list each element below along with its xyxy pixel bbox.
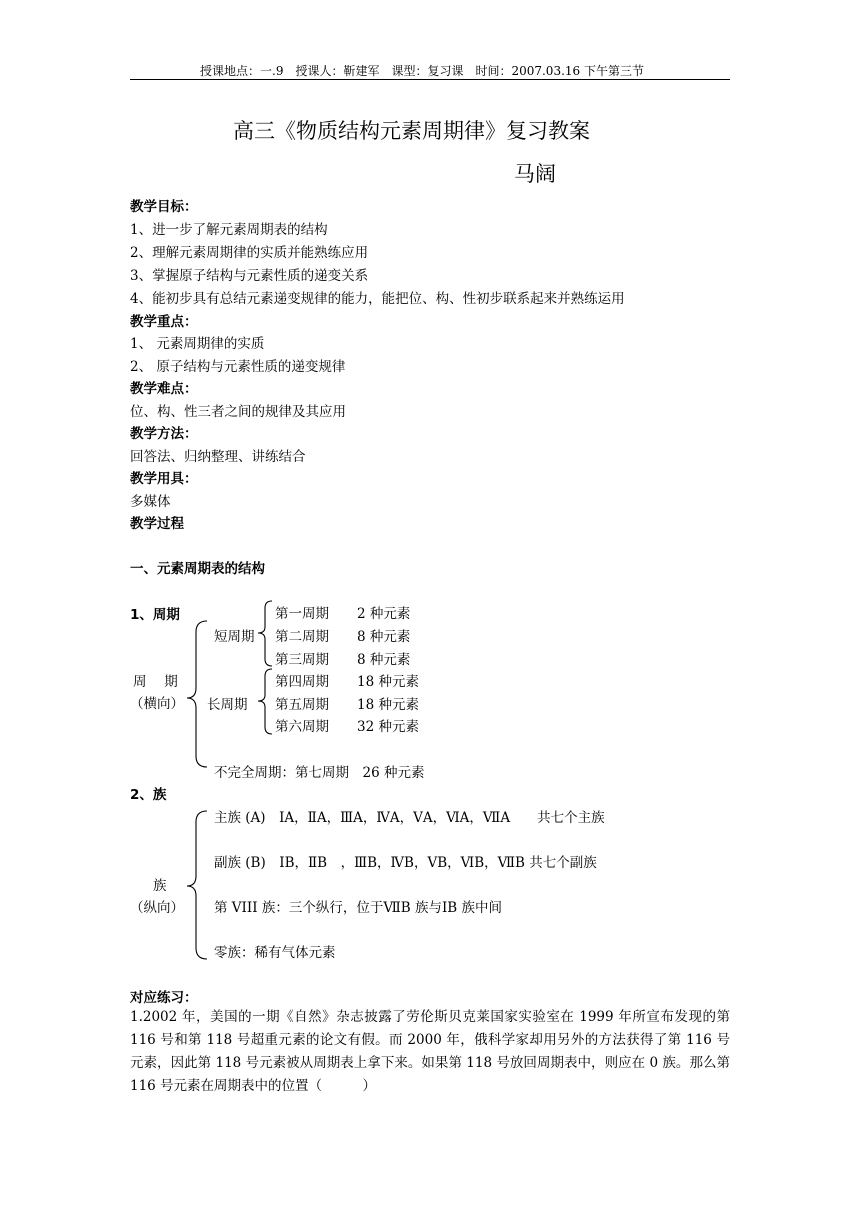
period-row-count: 8 种元素 [357,652,411,668]
goals-heading: 教学目标： [130,199,198,215]
goal-item: 4、能初步具有总结元素递变规律的能力，能把位、构、性初步联系起来并熟练运用 [130,291,625,307]
period-row-name: 第五周期 [275,697,329,713]
period-label: 周 期 [133,674,178,690]
key-points-heading: 教学重点： [130,314,198,330]
difficulties-heading: 教学难点： [130,381,198,397]
difficulties-text: 位、构、性三者之间的规律及其应用 [130,404,346,420]
group-item-zero: 零族：稀有气体元素 [214,945,336,961]
period-row-name: 第一周期 [275,606,329,622]
page-header: 授课地点：一.9 授课人：靳建军 课型：复习课 时间：2007.03.16 下午第三节 [200,64,644,78]
group-item-sub: 副族 (B) ⅠB，ⅡB ，ⅢB，ⅣB，ⅤB，ⅥB，ⅦB 共七个副族 [214,855,597,871]
tools-heading: 教学用具： [130,471,198,487]
long-period-label: 长周期 [207,697,248,713]
section1-heading: 一、元素周期表的结构 [130,561,265,577]
methods-text: 回答法、归纳整理、讲练结合 [130,449,306,465]
period-row-name: 第二周期 [275,629,329,645]
methods-heading: 教学方法： [130,426,198,442]
period-row-count: 18 种元素 [357,674,419,690]
period-row-name: 第四周期 [275,674,329,690]
goal-item: 2、理解元素周期律的实质并能熟练应用 [130,245,369,261]
period-row-count: 18 种元素 [357,697,419,713]
period-label-direction: （横向） [130,696,184,712]
short-period-label: 短周期 [214,629,255,645]
key-point-item: 2、 原子结构与元素性质的递变规律 [130,359,346,375]
goal-item: 1、进一步了解元素周期表的结构 [130,222,328,238]
group-item-eight: 第 VIII 族：三个纵行，位于ⅦB 族与ⅠB 族中间 [214,900,503,916]
period-row-name: 第三周期 [275,652,329,668]
period-heading: 1、周期 [130,607,180,623]
group-item-main: 主族 (A) ⅠA，ⅡA，ⅢA，ⅣA，ⅤA，ⅥA，ⅦA 共七个主族 [214,810,605,826]
incomplete-period: 不完全周期：第七周期 26 种元素 [214,765,425,781]
author-name: 马阔 [514,162,556,186]
group-label-direction: （纵向） [130,900,184,916]
period-row-count: 32 种元素 [357,719,419,735]
exercise-heading: 对应练习： [130,990,198,1006]
process-heading: 教学过程 [130,516,184,532]
period-row-name: 第六周期 [275,719,329,735]
group-label: 族 [153,878,167,894]
goal-item: 3、掌握原子结构与元素性质的递变关系 [130,268,369,284]
page-title: 高三《物质结构元素周期律》复习教案 [233,119,590,143]
tools-text: 多媒体 [130,494,171,510]
key-point-item: 1、 元素周期律的实质 [130,336,265,352]
exercise-text: 1.2002 年，美国的一期《自然》杂志披露了劳伦斯贝克莱国家实验室在 1999 年所宣布发现的第 116 号和第 118 号超重元素的论文有假。而 2000 年，俄科学家却用另外的方法获得了第 116 号元素，因此第 118 号元素被从周期表上拿下来。如果第 118 号放回周期表中，则应在 0 族。那么第 116 号元素在周期表中的位置（ ） [130,1009,730,1094]
period-row-count: 2 种元素 [357,606,411,622]
period-row-count: 8 种元素 [357,629,411,645]
group-heading: 2、族 [130,787,167,803]
